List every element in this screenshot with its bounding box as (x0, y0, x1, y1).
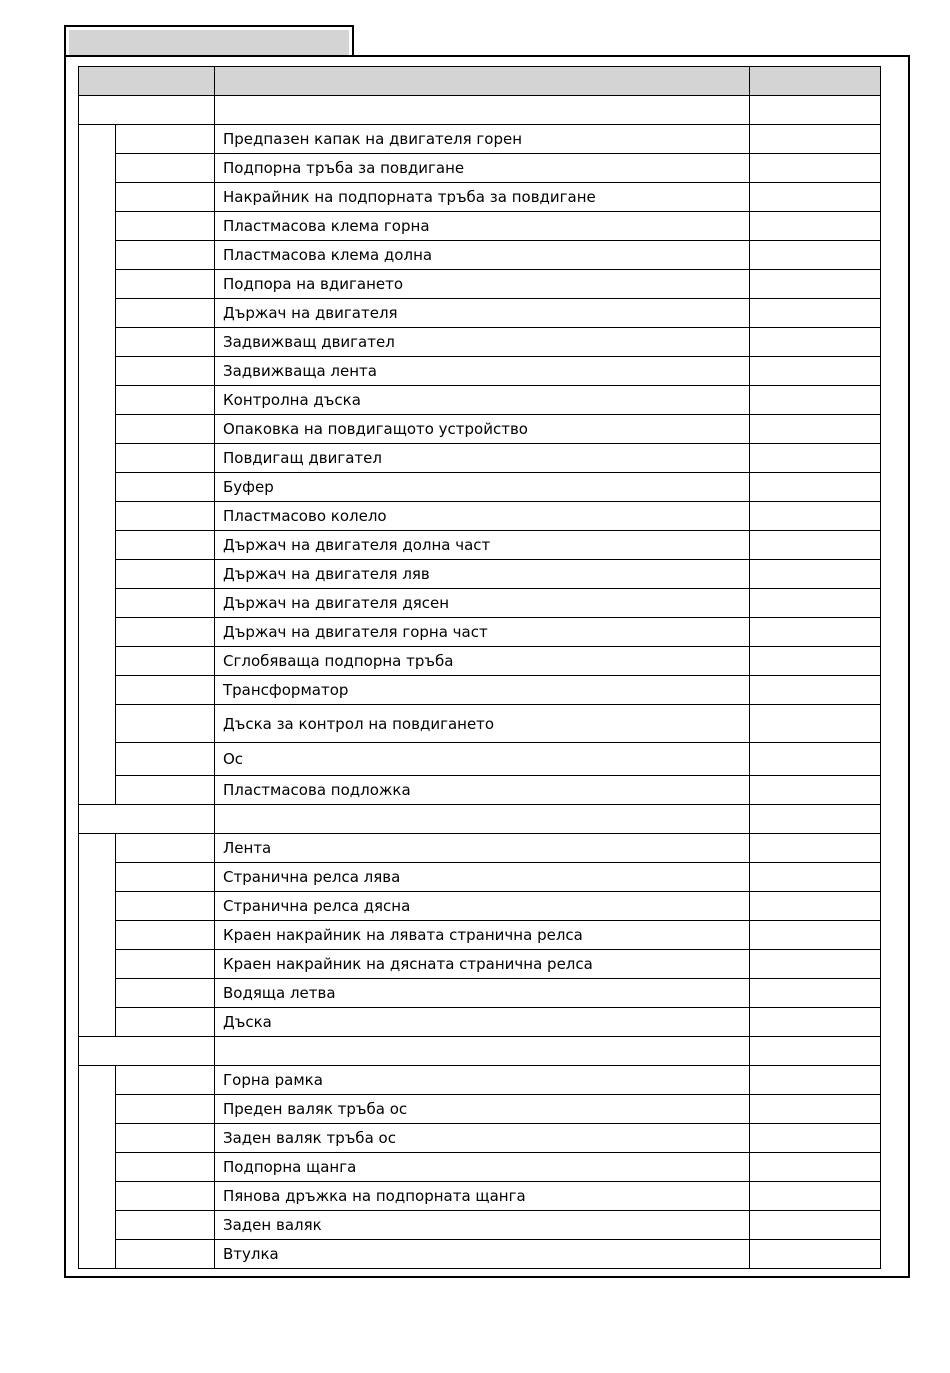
part-quantity-cell (750, 357, 881, 386)
part-description-cell: Сглобяваща подпорна тръба (215, 647, 750, 676)
part-description-cell: Заден валяк (215, 1211, 750, 1240)
section-code-cell (79, 1037, 215, 1066)
part-code-cell (116, 647, 215, 676)
part-code-cell (116, 473, 215, 502)
table-row (79, 183, 881, 212)
part-description-cell: Повдигащ двигател (215, 444, 750, 473)
part-code-cell (116, 743, 215, 776)
part-code-cell (116, 299, 215, 328)
part-quantity-cell (750, 154, 881, 183)
table-row (79, 1124, 881, 1153)
group-index-cell (79, 834, 116, 1037)
header-cell-quantity (750, 67, 881, 96)
part-quantity-cell (750, 183, 881, 212)
table-row (79, 1008, 881, 1037)
part-quantity-cell (750, 676, 881, 705)
part-description-cell: Подпорна щанга (215, 1153, 750, 1182)
table-row (79, 1211, 881, 1240)
part-code-cell (116, 357, 215, 386)
part-code-cell (116, 531, 215, 560)
section-row (79, 96, 881, 125)
part-code-cell (116, 212, 215, 241)
part-quantity-cell (750, 1008, 881, 1037)
header-tab-fill (69, 30, 349, 56)
part-description-cell: Втулка (215, 1240, 750, 1269)
part-code-cell (116, 1124, 215, 1153)
table-row (79, 1182, 881, 1211)
table-row (79, 743, 881, 776)
part-code-cell (116, 1153, 215, 1182)
part-description-cell: Държач на двигателя долна част (215, 531, 750, 560)
part-description-cell: Пластмасова клема долна (215, 241, 750, 270)
parts-table (78, 66, 881, 1269)
part-quantity-cell (750, 299, 881, 328)
part-description-cell: Дъска (215, 1008, 750, 1037)
part-quantity-cell (750, 834, 881, 863)
part-description-cell: Задвижващ двигател (215, 328, 750, 357)
parts-table-body (79, 96, 881, 1269)
part-code-cell (116, 618, 215, 647)
part-code-cell (116, 1211, 215, 1240)
table-row (79, 473, 881, 502)
part-code-cell (116, 1066, 215, 1095)
table-row (79, 863, 881, 892)
table-row (79, 560, 881, 589)
part-code-cell (116, 183, 215, 212)
part-quantity-cell (750, 1153, 881, 1182)
part-description-cell: Странична релса дясна (215, 892, 750, 921)
table-row (79, 1095, 881, 1124)
part-code-cell (116, 1182, 215, 1211)
table-row (79, 776, 881, 805)
table-row (79, 444, 881, 473)
part-description-cell: Пластмасова клема горна (215, 212, 750, 241)
table-row (79, 676, 881, 705)
part-code-cell (116, 863, 215, 892)
part-quantity-cell (750, 589, 881, 618)
table-row (79, 589, 881, 618)
section-row (79, 1037, 881, 1066)
part-quantity-cell (750, 125, 881, 154)
part-description-cell: Краен накрайник на дясната странична релса (215, 950, 750, 979)
group-index-cell (79, 1066, 116, 1269)
part-description-cell: Накрайник на подпорната тръба за повдигане (215, 183, 750, 212)
section-quantity-cell (750, 96, 881, 125)
table-row (79, 618, 881, 647)
part-code-cell (116, 979, 215, 1008)
part-code-cell (116, 705, 215, 743)
table-row (79, 705, 881, 743)
table-row (79, 1240, 881, 1269)
part-quantity-cell (750, 415, 881, 444)
part-description-cell: Ос (215, 743, 750, 776)
section-title-cell (215, 1037, 750, 1066)
table-row (79, 834, 881, 863)
part-quantity-cell (750, 979, 881, 1008)
part-quantity-cell (750, 892, 881, 921)
part-code-cell (116, 502, 215, 531)
part-quantity-cell (750, 502, 881, 531)
part-quantity-cell (750, 270, 881, 299)
part-quantity-cell (750, 950, 881, 979)
table-row (79, 502, 881, 531)
part-quantity-cell (750, 328, 881, 357)
part-description-cell: Пянова дръжка на подпорната щанга (215, 1182, 750, 1211)
part-code-cell (116, 834, 215, 863)
part-quantity-cell (750, 776, 881, 805)
section-title-cell (215, 805, 750, 834)
table-header-row (79, 67, 881, 96)
table-row (79, 212, 881, 241)
part-code-cell (116, 950, 215, 979)
part-description-cell: Странична релса лява (215, 863, 750, 892)
part-quantity-cell (750, 1182, 881, 1211)
part-quantity-cell (750, 212, 881, 241)
part-quantity-cell (750, 1095, 881, 1124)
part-quantity-cell (750, 1066, 881, 1095)
part-code-cell (116, 154, 215, 183)
header-cell-code (79, 67, 215, 96)
table-row (79, 299, 881, 328)
part-description-cell: Горна рамка (215, 1066, 750, 1095)
part-code-cell (116, 776, 215, 805)
part-description-cell: Лента (215, 834, 750, 863)
section-quantity-cell (750, 1037, 881, 1066)
table-row (79, 241, 881, 270)
part-description-cell: Държач на двигателя (215, 299, 750, 328)
part-description-cell: Опаковка на повдигащото устройство (215, 415, 750, 444)
part-quantity-cell (750, 473, 881, 502)
section-row (79, 805, 881, 834)
group-index-cell (79, 125, 116, 805)
table-row (79, 415, 881, 444)
part-code-cell (116, 241, 215, 270)
part-code-cell (116, 415, 215, 444)
part-code-cell (116, 589, 215, 618)
part-code-cell (116, 386, 215, 415)
table-row (79, 1066, 881, 1095)
part-code-cell (116, 125, 215, 154)
part-quantity-cell (750, 743, 881, 776)
table-row (79, 979, 881, 1008)
part-code-cell (116, 444, 215, 473)
part-description-cell: Водяща летва (215, 979, 750, 1008)
part-description-cell: Пластмасово колело (215, 502, 750, 531)
part-code-cell (116, 1095, 215, 1124)
part-quantity-cell (750, 705, 881, 743)
part-code-cell (116, 676, 215, 705)
table-row (79, 125, 881, 154)
table-row (79, 270, 881, 299)
part-description-cell: Държач на двигателя горна част (215, 618, 750, 647)
part-code-cell (116, 1008, 215, 1037)
section-code-cell (79, 805, 215, 834)
part-description-cell: Краен накрайник на лявата странична релса (215, 921, 750, 950)
table-row (79, 950, 881, 979)
part-code-cell (116, 892, 215, 921)
part-description-cell: Подпорна тръба за повдигане (215, 154, 750, 183)
part-description-cell: Задвижваща лента (215, 357, 750, 386)
part-code-cell (116, 1240, 215, 1269)
section-title-cell (215, 96, 750, 125)
part-description-cell: Заден валяк тръба ос (215, 1124, 750, 1153)
part-description-cell: Предпазен капак на двигателя горен (215, 125, 750, 154)
part-description-cell: Държач на двигателя дясен (215, 589, 750, 618)
section-code-cell (79, 96, 215, 125)
part-quantity-cell (750, 386, 881, 415)
part-quantity-cell (750, 1211, 881, 1240)
part-description-cell: Държач на двигателя ляв (215, 560, 750, 589)
part-code-cell (116, 328, 215, 357)
table-row (79, 357, 881, 386)
part-description-cell: Дъска за контрол на повдигането (215, 705, 750, 743)
table-row (79, 892, 881, 921)
part-code-cell (116, 921, 215, 950)
table-row (79, 386, 881, 415)
part-description-cell: Подпора на вдигането (215, 270, 750, 299)
part-code-cell (116, 560, 215, 589)
part-quantity-cell (750, 1124, 881, 1153)
header-cell-description (215, 67, 750, 96)
part-quantity-cell (750, 647, 881, 676)
table-row (79, 921, 881, 950)
table-row (79, 531, 881, 560)
part-quantity-cell (750, 444, 881, 473)
part-quantity-cell (750, 560, 881, 589)
part-quantity-cell (750, 241, 881, 270)
part-description-cell: Пластмасова подложка (215, 776, 750, 805)
part-quantity-cell (750, 618, 881, 647)
part-description-cell: Контролна дъска (215, 386, 750, 415)
header-tab (64, 25, 354, 56)
table-row (79, 328, 881, 357)
part-quantity-cell (750, 531, 881, 560)
part-quantity-cell (750, 1240, 881, 1269)
part-quantity-cell (750, 921, 881, 950)
part-description-cell: Преден валяк тръба ос (215, 1095, 750, 1124)
table-row (79, 647, 881, 676)
table-row (79, 154, 881, 183)
part-description-cell: Буфер (215, 473, 750, 502)
part-quantity-cell (750, 863, 881, 892)
part-code-cell (116, 270, 215, 299)
part-description-cell: Трансформатор (215, 676, 750, 705)
table-row (79, 1153, 881, 1182)
section-quantity-cell (750, 805, 881, 834)
